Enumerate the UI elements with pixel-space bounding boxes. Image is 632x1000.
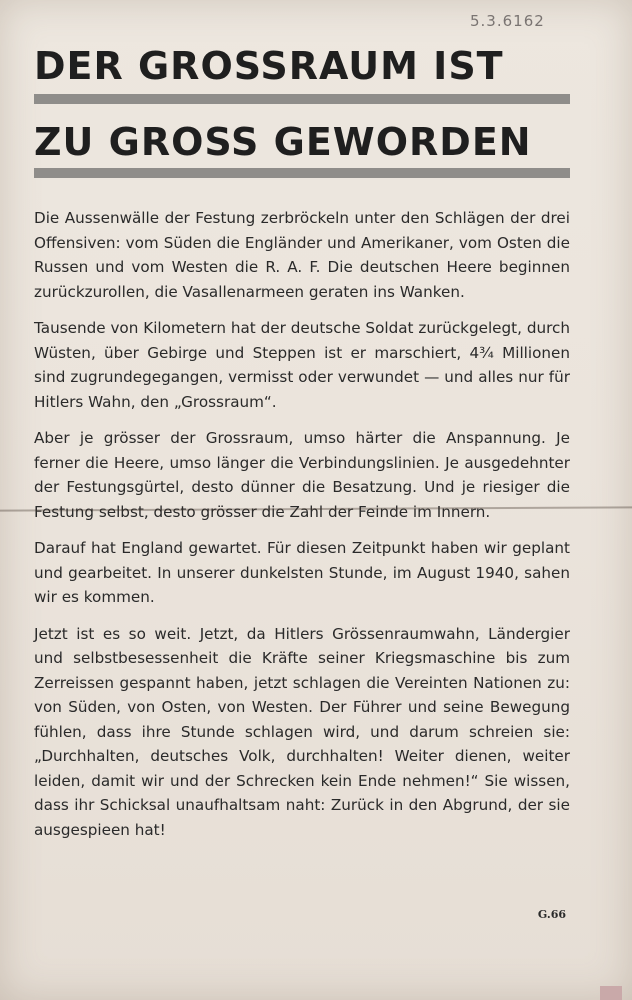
headline-line-2: ZU GROSS GEWORDEN [34,120,532,164]
headline-underline-bar-1 [34,94,570,104]
paper-tear-mark [600,986,622,1000]
headline-line-1: DER GROSSRAUM IST [34,44,504,88]
paragraph-1: Die Aussenwälle der Festung zerbröckeln unter den Schlägen der drei Offensiven: vom Süden die Engländer und Amerikaner, vom Osten die Russen und vom Westen die R. A. F. Die deutschen Heere beginnen zurückzurollen, die Vasallenarmeen geraten ins Wanken. [34,209,570,301]
paragraph-4: Darauf hat England gewartet. Für diesen Zeitpunkt haben wir geplant und gearbeitet. In unserer dunkelsten Stunde, im August 1940, sahen wir es kommen. [34,539,570,606]
leaflet-code: G.66 [537,908,566,921]
body-text [34,206,570,854]
headline-underline-bar-2 [34,168,570,178]
handwritten-note: 5.3.6162 [470,12,545,30]
paragraph-3: Aber je grösser der Grossraum, umso härter die Anspannung. Je ferner die Heere, umso länger die Verbindungslinien. Je ausgedehnter der Festungsgürtel, desto dünner die Besatzung. Und je riesiger die Festung selbst, desto grösser die Zahl der Feinde im Innern. [34,429,570,521]
paragraph-2: Tausende von Kilometern hat der deutsche Soldat zurückgelegt, durch Wüsten, über Gebirge und Steppen ist er marschiert, 4¾ Millionen sind zugrundegegangen, vermisst oder verwundet — und alles nur für Hitlers Wahn, den „Grossraum“. [34,319,570,411]
paragraph-5: Jetzt ist es so weit. Jetzt, da Hitlers Grössenraumwahn, Ländergier und selbstbesessenheit die Kräfte seiner Kriegsmaschine bis zum Zerreissen gespannt haben, jetzt schlagen die Vereinten Nationen zu: von Süden, von Osten, von Westen. Der Führer und seine Bewegung fühlen, dass ihre Stunde schlagen wird, und darum schreien sie: „Durchhalten, deutsches Volk, durchhalten! Weiter dienen, weiter leiden, damit wir und der Schrecken kein Ende nehmen!“ Sie wissen, dass ihr Schicksal unaufhaltsam naht: Zurück in den Abgrund, der sie ausgespieen hat! [34,624,570,839]
